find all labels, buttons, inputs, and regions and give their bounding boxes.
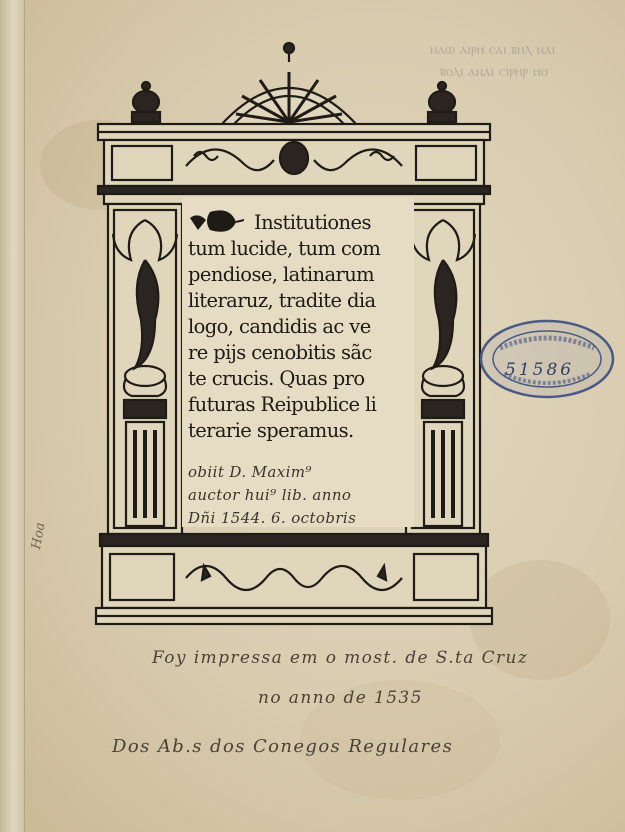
handwritten-line-1: Foy impressa em o most. de S.ta Cruz [152, 648, 529, 668]
inscription-line-1: obiit D. Maxim⁹ [188, 463, 312, 481]
inscription-line-2: auctor hui⁹ lib. anno [188, 486, 352, 504]
title-line-4: literaruz, tradite dia [188, 289, 376, 312]
inscription-line-3: Dñi 1544. 6. octobris [188, 509, 357, 527]
title-line-5: logo, candidis ac ve [188, 315, 371, 338]
show-through-text: ⲛⲁⲱ ⲁⲓⲣⲏ ⲥⲁⲓ ⲃⲏⲗ ⲛⲁⲓ [430, 40, 556, 58]
title-line-3: pendiose, latinarum [188, 263, 375, 286]
library-stamp [478, 318, 616, 400]
title-line-9: terarie speramus. [188, 419, 354, 442]
handwritten-line-3: Dos Ab.s dos Conegos Regulares [112, 736, 454, 757]
title-line-6: re pijs cenobitis sãc [188, 341, 372, 364]
leaf-fleuron-icon [188, 208, 244, 234]
title-line-2: tum lucide, tum com [188, 237, 381, 260]
binding-gutter [0, 0, 25, 832]
margin-note: Hoa [29, 521, 49, 551]
title-line-8: futuras Reipublice li [188, 393, 377, 416]
handwritten-line-2: no anno de 1535 [258, 688, 423, 708]
show-through-text: ⲃⲟⲗⲓ ⲁⲛⲁⲓ ⲥⲓⲣⲏⲣ ⲏⲟ [440, 62, 548, 80]
title-line-7: te crucis. Quas pro [188, 367, 365, 390]
title-line-1: Institutiones [254, 211, 371, 234]
stamp-number: 51586 [505, 360, 575, 380]
